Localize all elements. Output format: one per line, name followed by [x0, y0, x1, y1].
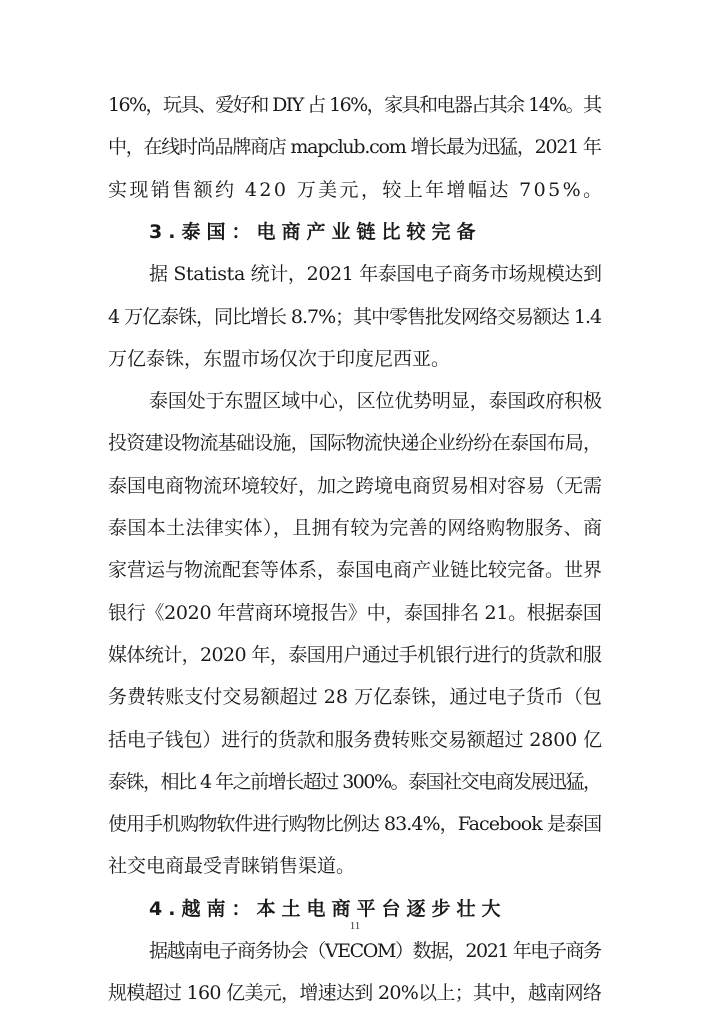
- text-line: 括电子钱包）进行的货款和服务费转账交易额超过 2800 亿: [108, 729, 602, 751]
- text-line: 使用手机购物软件进行购物比例达 83.4%，Facebook 是泰国: [108, 813, 602, 835]
- text-line: 投资建设物流基础设施，国际物流快递企业纷纷在泰国布局，: [108, 432, 602, 454]
- text-line: 务费转账支付交易额超过 28 万亿泰铢，通过电子货币（包: [108, 686, 602, 708]
- section-heading: 4.越南：本土电商平台逐步壮大: [149, 898, 507, 920]
- text-line: 实现销售额约 420 万美元，较上年增幅达 705%。: [108, 179, 605, 201]
- text-line: 家营运与物流配套等体系，泰国电商产业链比较完备。世界: [108, 559, 603, 581]
- section-heading: 3.泰国：电商产业链比较完备: [149, 221, 482, 243]
- text-line: 规模超过 160 亿美元，增速达到 20%以上；其中，越南网络: [108, 982, 602, 1004]
- text-line: 泰国本土法律实体），且拥有较为完善的网络购物服务、商: [108, 517, 603, 539]
- text-line: 16%，玩具、爱好和 DIY 占 16%，家具和电器占其余 14%。其: [108, 94, 601, 116]
- text-line: 4 万亿泰铢，同比增长 8.7%；其中零售批发网络交易额达 1.4: [108, 306, 602, 328]
- text-line: 银行《2020 年营商环境报告》中，泰国排名 21。根据泰国: [108, 602, 602, 624]
- page-number: 11: [349, 920, 361, 932]
- text-line: 中，在线时尚品牌商店 mapclub.com 增长最为迅猛，2021 年: [108, 136, 601, 158]
- text-line: 媒体统计，2020 年，泰国用户通过手机银行进行的货款和服: [108, 644, 602, 666]
- text-line: 泰国处于东盟区域中心，区位优势明显，泰国政府积极: [149, 390, 602, 412]
- text-line: 据越南电子商务协会（VECOM）数据，2021 年电子商务: [149, 940, 601, 962]
- text-line: 据 Statista 统计，2021 年泰国电子商务市场规模达到: [149, 263, 602, 285]
- text-line: 社交电商最受青睐销售渠道。: [108, 855, 356, 877]
- text-line: 万亿泰铢，东盟市场仅次于印度尼西亚。: [108, 348, 451, 370]
- text-line: 泰国电商物流环境较好，加之跨境电商贸易相对容易（无需: [108, 475, 603, 497]
- text-line: 泰铢，相比 4 年之前增长超过 300%。泰国社交电商发展迅猛，: [108, 771, 601, 793]
